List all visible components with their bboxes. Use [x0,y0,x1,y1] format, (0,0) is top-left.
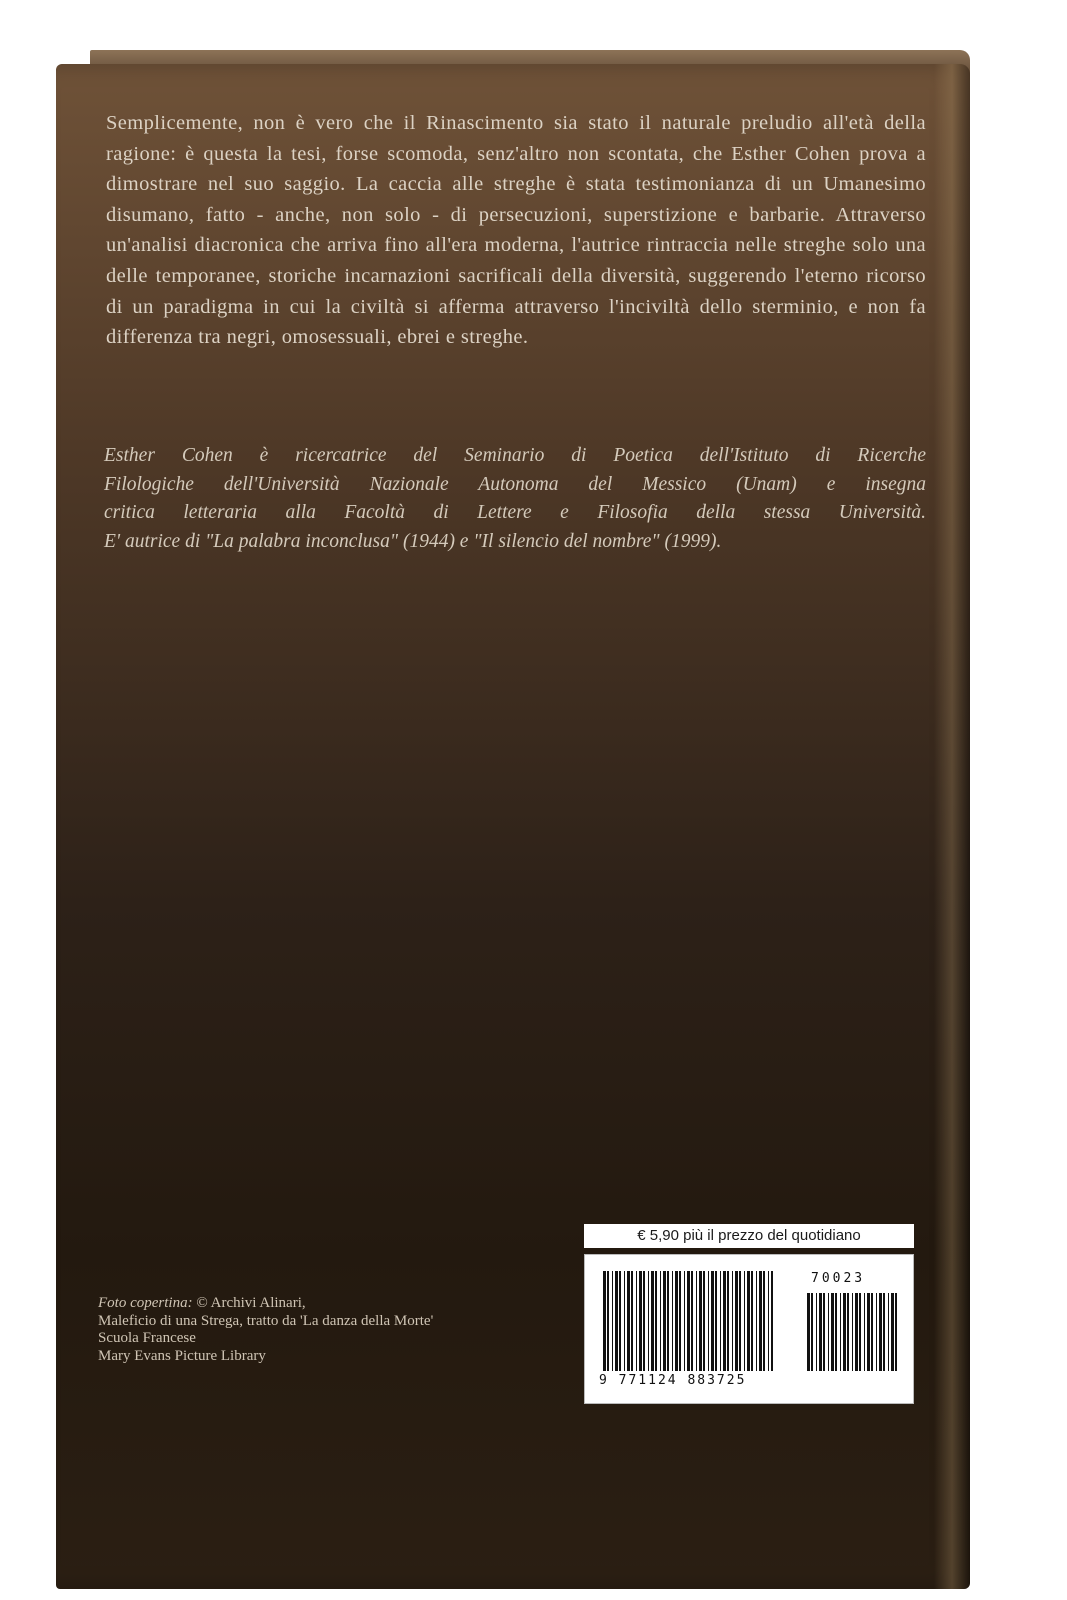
barcode-bar [816,1293,817,1371]
credit-line-2: Maleficio di una Strega, tratto da 'La danza della Morte' [98,1312,434,1329]
bio-line: Filologiche dell'Università Nazionale Autonoma del Messico (Unam) e insegna [104,473,926,495]
bio-line: E' autrice di "La palabra inconclusa" (1944) e "Il silencio del nombre" (1999). [104,530,722,552]
barcode-bar [660,1271,661,1371]
barcode-bar [631,1271,633,1371]
barcode-bar [651,1271,654,1371]
barcode-bar [684,1271,685,1371]
barcode-bar [696,1271,697,1371]
barcode-bar [624,1271,625,1371]
barcode-bar [852,1293,853,1371]
barcode-bar [895,1293,897,1371]
spine-highlight [934,64,970,1589]
credit-line-3: Scuola Francese [98,1330,196,1346]
barcode-label [584,1254,914,1404]
barcode-bar [871,1293,873,1371]
barcode-bar [751,1271,753,1371]
barcode-addon-number: 70023 [811,1271,866,1286]
barcode-bar [840,1293,841,1371]
barcode-bar [636,1271,637,1371]
credit-line-4: Mary Evans Picture Library [98,1347,266,1364]
barcode-bar [819,1293,822,1371]
barcode-bar [699,1271,702,1371]
barcode-bar [639,1271,642,1371]
barcode-bar [879,1293,882,1371]
barcode-bar [835,1293,837,1371]
barcode-bar [732,1271,733,1371]
barcode-bar [768,1271,769,1371]
barcode-bar [603,1271,606,1371]
barcode-bar [615,1271,618,1371]
barcode-bar [847,1293,849,1371]
barcode-bar [756,1271,757,1371]
blurb-text: Semplicemente, non è vero che il Rinascimento sia stato il naturale preludio all'età della ragione: è questa la tesi, forse scomoda, senz'altro non scontata, che Esther Cohen prova a dimostrare nel suo saggio. La caccia alle streghe è stata testimonianza di un Umanesimo disumano, fatto - anche, non solo - di persecuzioni, superstizione e barbarie. Attraverso un'analisi diacronica che arriva fino all'era moderna, l'autrice rintraccia nelle streghe solo una delle temporanee, storiche incarnazioni sacrificali della diversità, suggerendo l'eterno ricorso di un paradigma in cui la civiltà si afferma attraverso l'inciviltà dello sterminio, e non fa differenza tra negri, omosessuali, ebrei e streghe. [106,112,926,349]
photo-source: © Archivi Alinari, [196,1295,306,1311]
ean-barcode-icon [603,1271,773,1371]
barcode-bar [715,1271,717,1371]
barcode-bar [891,1293,894,1371]
barcode-bar [627,1271,630,1371]
barcode-bar [648,1271,649,1371]
barcode-bar [763,1271,765,1371]
barcode-bar [864,1293,865,1371]
barcode-bar [672,1271,673,1371]
barcode-bar [823,1293,825,1371]
barcode-bar [687,1271,690,1371]
barcode-bar [807,1293,810,1371]
barcode-bar [679,1271,681,1371]
barcode-bar [667,1271,669,1371]
barcode-ean-number: 9 771124 883725 [599,1373,747,1388]
barcode-bar [735,1271,738,1371]
barcode-bar [675,1271,678,1371]
barcode-bar [723,1271,726,1371]
barcode-bar [619,1271,621,1371]
credit-line-1 [98,1295,433,1313]
barcode-bar [607,1271,609,1371]
barcode-bar [703,1271,705,1371]
barcode-bar [663,1271,666,1371]
barcode-bar [883,1293,885,1371]
bio-line: critica letteraria alla Facoltà di Lettere e Filosofia della stessa Università. [104,502,926,523]
photo-credits [98,1295,433,1365]
barcode-bar [720,1271,721,1371]
barcode-bar [771,1271,773,1371]
barcode-bar [888,1293,889,1371]
bio-line: Esther Cohen è ricercatrice del Seminario di Poetica dell'Istituto di Ricerche [104,445,926,466]
barcode-bar [867,1293,870,1371]
barcode-bar [747,1271,750,1371]
barcode-bar [811,1293,813,1371]
barcode-bar [727,1271,729,1371]
barcode-bar [744,1271,745,1371]
author-bio [104,442,926,556]
barcode-bar [759,1271,762,1371]
barcode-bar [855,1293,858,1371]
addon-barcode-icon [807,1293,897,1371]
barcode-bar [739,1271,741,1371]
price-label: € 5,90 più il prezzo del quotidiano [584,1224,914,1248]
barcode-bar [655,1271,657,1371]
barcode-bar [643,1271,645,1371]
barcode-bar [831,1293,834,1371]
barcode-bar [828,1293,829,1371]
barcode-bar [612,1271,613,1371]
barcode-bar [843,1293,846,1371]
barcode-bar [859,1293,861,1371]
barcode-bar [691,1271,693,1371]
barcode-bar [708,1271,709,1371]
barcode-bar [876,1293,877,1371]
barcode-bar [711,1271,714,1371]
photo-label: Foto copertina: [98,1295,193,1311]
